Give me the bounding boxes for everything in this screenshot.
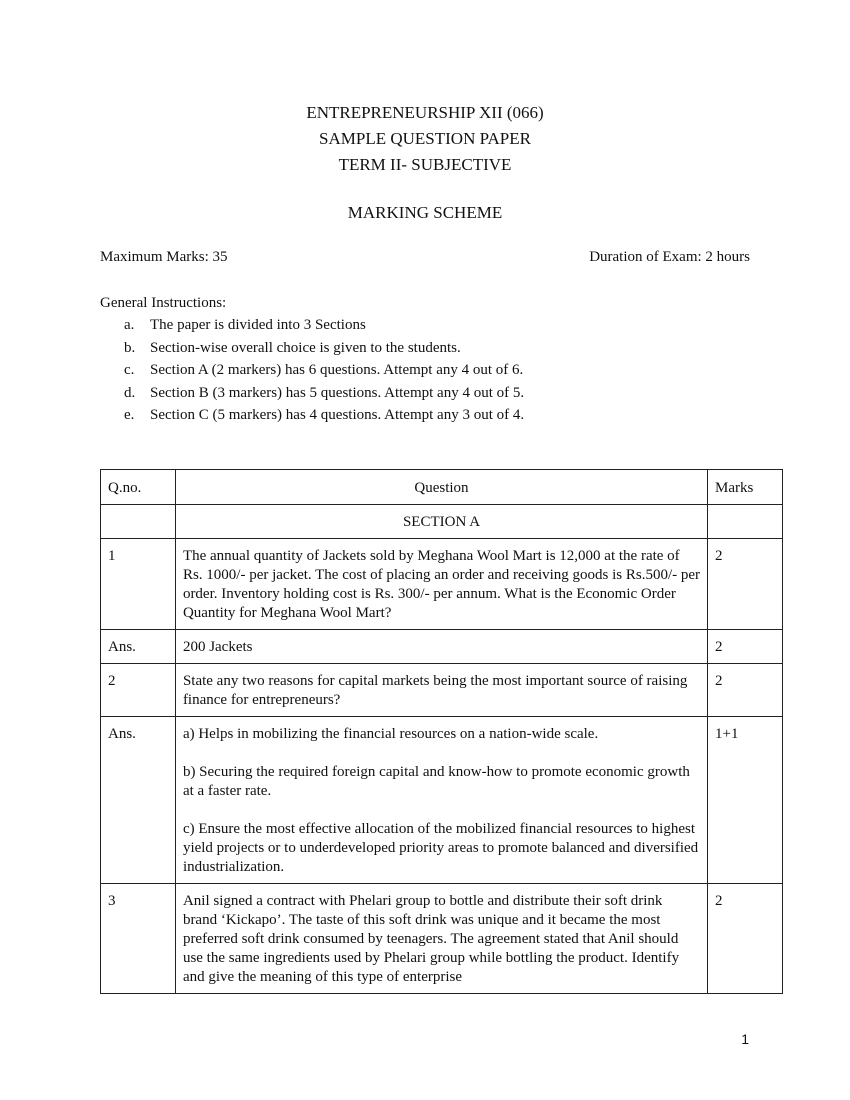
instructions-heading: General Instructions:: [100, 295, 227, 311]
header-marks: Marks: [708, 470, 783, 505]
instruction-marker: c.: [124, 362, 135, 378]
question-cell: [175, 884, 707, 994]
instruction-text: Section B (3 markers) has 5 questions. Attempt any 4 out of 5.: [150, 384, 525, 401]
section-row: [101, 505, 783, 539]
question-paragraph: The annual quantity of Jackets sold by Meghana Wool Mart is 12,000 at the rate of Rs. 1000/- per jacket. The cost of placing an order and receiving goods is Rs.500/- per order. Inventory holding cost is Rs. 300/- per annum. What is the Economic Order Quantity for Meghana Wool Mart?: [182, 548, 701, 621]
qno-cell: 2: [101, 664, 176, 717]
section-empty-cell: [708, 505, 783, 539]
paper-title: SAMPLE QUESTION PAPER: [319, 129, 531, 148]
question-paragraph: b) Securing the required foreign capital and know-how to promote economic growth at a faster rate.: [182, 764, 690, 799]
instruction-item: [100, 382, 760, 405]
question-paragraph: Anil signed a contract with Phelari group to bottle and distribute their soft drink brand ‘Kickapo’. The taste of this soft drink was unique and it became the most preferred soft drink consumed by teenagers. The agreement stated that Anil should use the same ingredients used by Phelari group while bottling the product. Identify and give the meaning of this type of enterprise: [182, 893, 680, 985]
marks-cell: 1+1: [708, 717, 783, 884]
instruction-marker: b.: [124, 339, 136, 356]
header-qno: Q.no.: [101, 470, 176, 505]
qno-cell: 3: [101, 884, 176, 994]
table-header-row: [101, 470, 783, 505]
table-row: [101, 630, 783, 664]
table-row: [101, 664, 783, 717]
instruction-text: Section-wise overall choice is given to the students.: [150, 339, 461, 356]
qno-cell: Ans.: [101, 630, 176, 664]
subject-title: ENTREPRENEURSHIP XII (066): [306, 103, 544, 122]
instruction-item: [100, 337, 760, 360]
question-cell: [175, 539, 707, 630]
instruction-item: [100, 404, 760, 427]
marks-cell: 2: [708, 630, 783, 664]
general-instructions: [100, 292, 760, 427]
question-cell: [175, 664, 707, 717]
table-row: [101, 539, 783, 630]
table-body: [101, 505, 783, 994]
question-cell: [175, 717, 707, 884]
instructions-list: [100, 314, 760, 427]
question-paragraph: a) Helps in mobilizing the financial resources on a nation-wide scale.: [182, 726, 599, 742]
header-question: Question: [175, 470, 707, 505]
question-paragraph: 200 Jackets: [182, 639, 253, 655]
question-table: [100, 469, 783, 994]
question-cell: [175, 630, 707, 664]
table-row: [101, 717, 783, 884]
instruction-item: [100, 359, 760, 382]
marks-cell: 2: [708, 664, 783, 717]
qno-cell: 1: [101, 539, 176, 630]
instruction-marker: a.: [124, 317, 135, 333]
term-title: TERM II- SUBJECTIVE: [338, 155, 512, 174]
instruction-text: Section A (2 markers) has 6 questions. Attempt any 4 out of 6.: [150, 362, 524, 378]
instruction-marker: e.: [124, 407, 135, 423]
qno-cell: Ans.: [101, 717, 176, 884]
question-paragraph: State any two reasons for capital markets being the most important source of raising finance for entrepreneurs?: [182, 673, 688, 708]
page-number: 1: [741, 1031, 749, 1047]
instruction-marker: d.: [124, 384, 136, 401]
instruction-text: The paper is divided into 3 Sections: [150, 317, 366, 333]
max-marks: Maximum Marks: 35: [100, 249, 228, 265]
table-row: [101, 884, 783, 994]
marks-cell: 2: [708, 539, 783, 630]
question-paragraph: c) Ensure the most effective allocation of the mobilized financial resources to highest yield projects or to underdeveloped priority areas to promote balanced and diversified industrialization.: [182, 821, 699, 875]
section-empty-cell: [101, 505, 176, 539]
section-title: SECTION A: [175, 505, 707, 539]
instruction-item: [100, 314, 760, 337]
marking-scheme-heading: MARKING SCHEME: [347, 203, 503, 222]
instruction-text: Section C (5 markers) has 4 questions. Attempt any 3 out of 4.: [150, 407, 525, 423]
exam-duration: Duration of Exam: 2 hours: [589, 249, 750, 265]
title-block: [0, 100, 850, 178]
marks-cell: 2: [708, 884, 783, 994]
